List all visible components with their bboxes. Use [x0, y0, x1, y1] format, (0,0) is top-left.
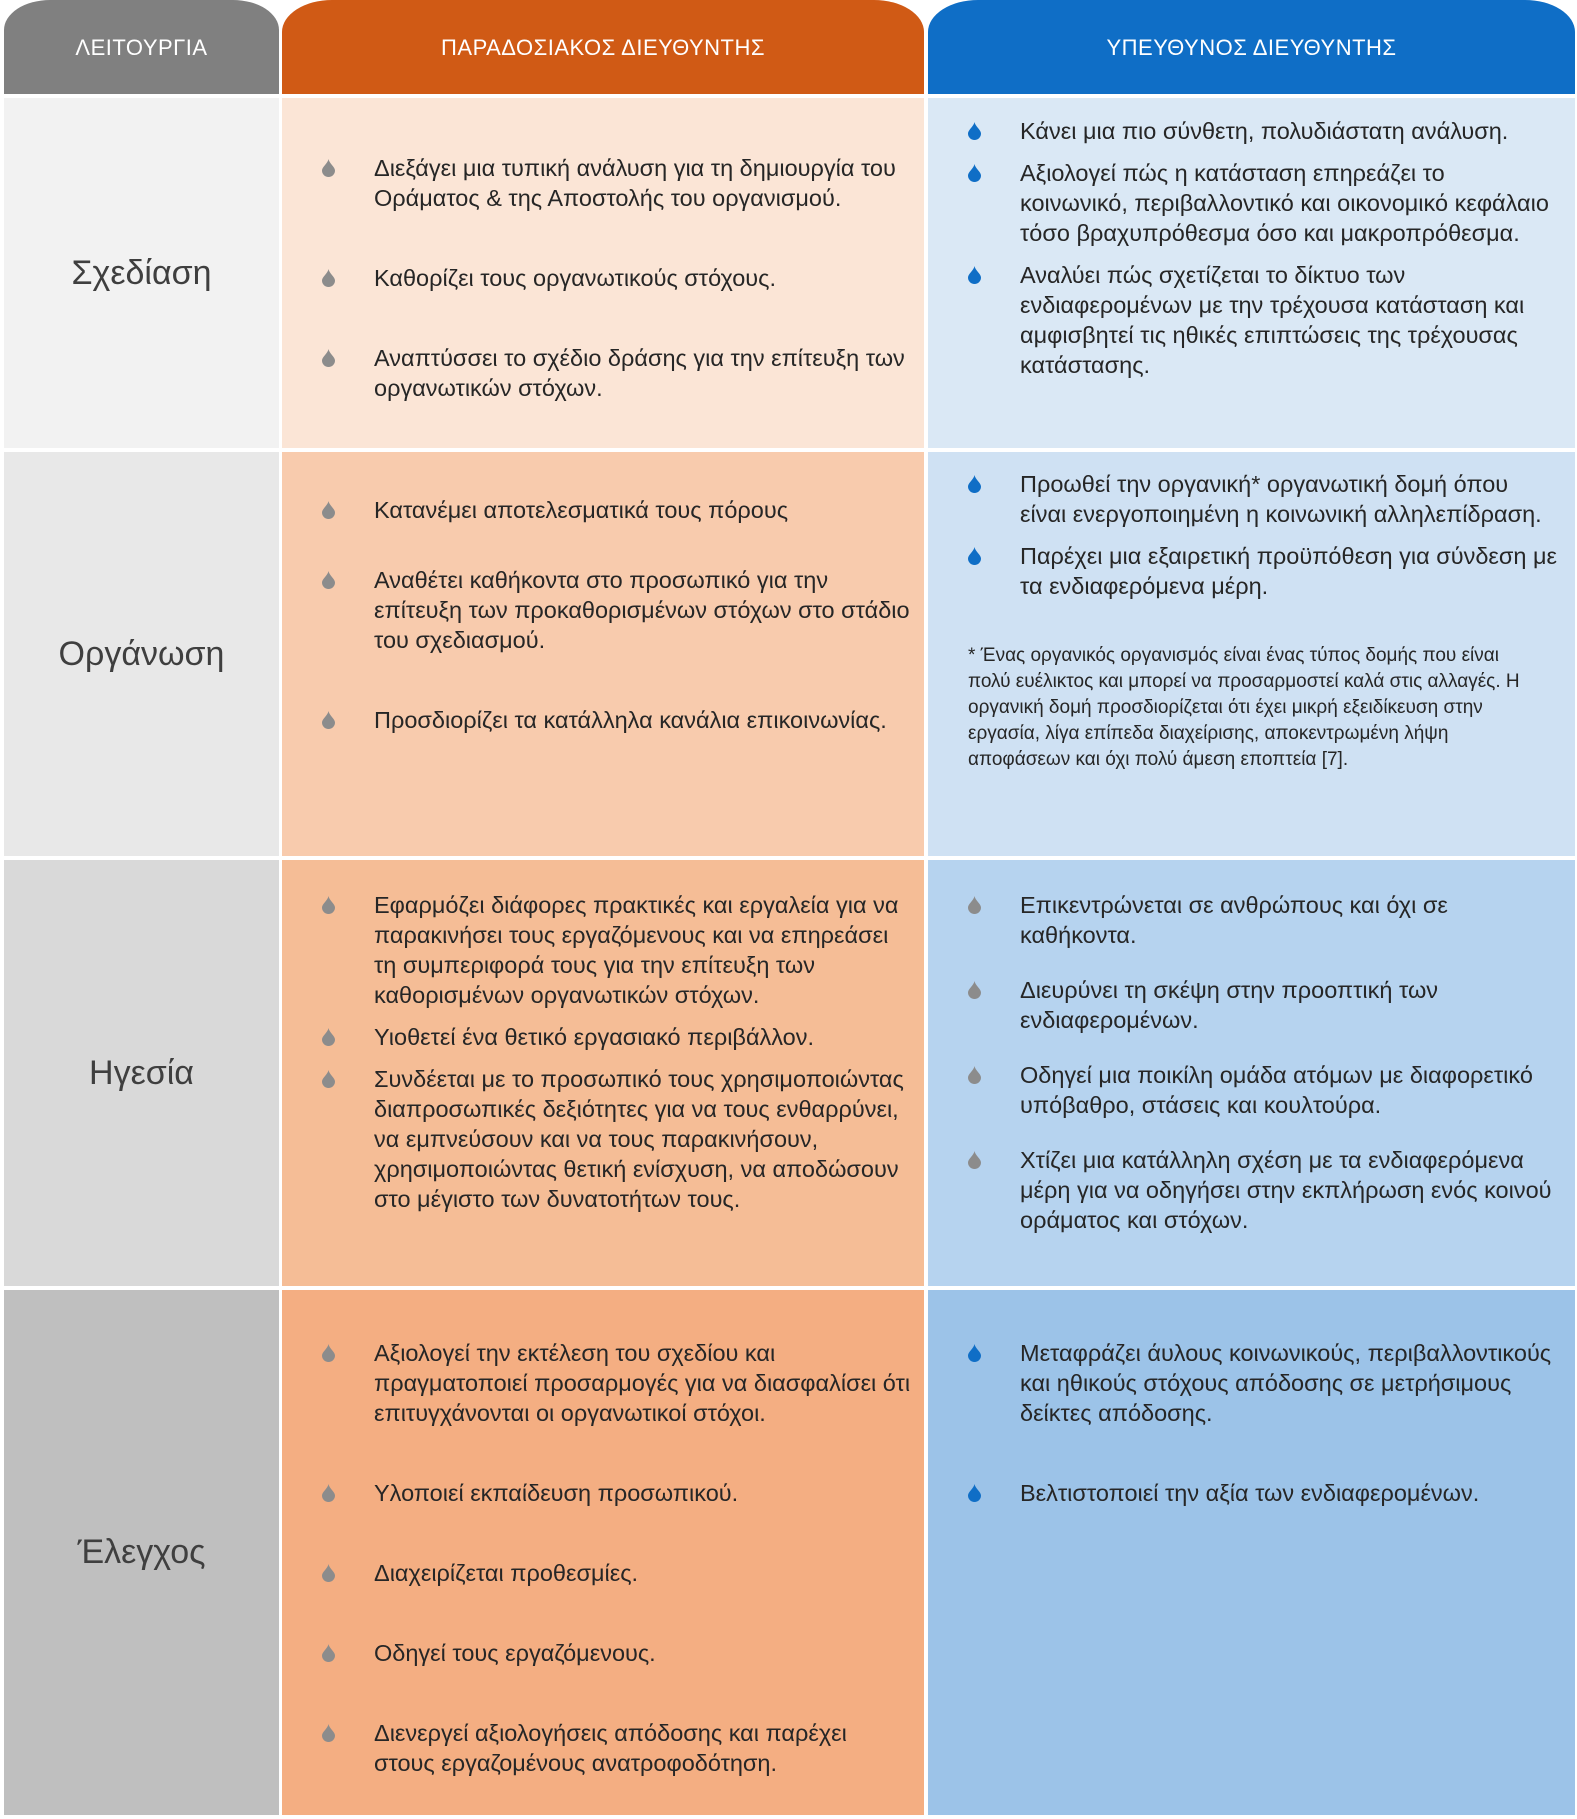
function-cell-organizing [4, 452, 279, 856]
function-label: Οργάνωση [58, 634, 225, 673]
header-traditional-manager [282, 0, 924, 94]
list-item: Μεταφράζει άυλους κοινωνικούς, περιβαλλοντικούς και ηθικούς στόχους απόδοσης σε μετρήσιμους δείκτες απόδοσης. [968, 1338, 1557, 1428]
responsible-cell-planning [928, 98, 1575, 448]
blue-drop-bullet-icon [968, 1344, 990, 1364]
traditional-cell-leading [282, 860, 924, 1286]
list-item: Παρέχει μια εξαιρετική προϋπόθεση για σύνδεση με τα ενδιαφερόμενα μέρη. [968, 541, 1557, 601]
blue-drop-bullet-icon [968, 164, 990, 184]
responsible-cell-leading [928, 860, 1575, 1286]
function-label: Έλεγχος [77, 1533, 206, 1571]
list-item: Αξιολογεί πώς η κατάσταση επηρεάζει το κοινωνικό, περιβαλλοντικό και οικονομικό κεφάλαιο τόσο βραχυπρόθεσμα όσο και μακροπρόθεσμα. [968, 158, 1557, 248]
list-item: Διαχειρίζεται προθεσμίες. [322, 1558, 912, 1588]
function-cell-planning [4, 98, 279, 448]
gray-drop-bullet-icon [322, 1028, 344, 1048]
header-traditional-label: ΠΑΡΑΔΟΣΙΑΚΟΣ ΔΙΕΥΘΥΝΤΗΣ [441, 35, 765, 60]
gray-drop-bullet-icon [968, 1151, 990, 1171]
list-item: Καθορίζει τους οργανωτικούς στόχους. [322, 263, 912, 293]
gray-drop-bullet-icon [322, 571, 344, 591]
list-item: Διεξάγει μια τυπική ανάλυση για τη δημιουργία του Οράματος & της Αποστολής του οργανισμού. [322, 153, 912, 213]
responsible-cell-controlling [928, 1290, 1575, 1815]
list-item: Προσδιορίζει τα κατάλληλα κανάλια επικοινωνίας. [322, 705, 912, 735]
footnote: * Ένας οργανικός οργανισμός είναι ένας τύπος δομής που είναι πολύ ευέλικτος και μπορεί να προσαρμοστεί καλά στις αλλαγές. Η οργανική δομή προσδιορίζεται ότι έχει μικρή εξειδίκευση στην εργασία, λίγα επίπεδα διαχείρισης, αποκεντρωμένη λήψη αποφάσεων και όχι πολύ άμεση εποπτεία [7]. [968, 645, 1520, 770]
gray-drop-bullet-icon [322, 1724, 344, 1744]
function-cell-controlling [4, 1290, 279, 1815]
function-label: Ηγεσία [89, 1053, 194, 1092]
function-label: Σχεδίαση [71, 253, 212, 292]
gray-drop-bullet-icon [968, 896, 990, 916]
gray-drop-bullet-icon [322, 159, 344, 179]
gray-drop-bullet-icon [322, 711, 344, 731]
list-item: Κατανέμει αποτελεσματικά τους πόρους [322, 495, 912, 525]
list-item: Προωθεί την οργανική* οργανωτική δομή όπου είναι ενεργοποιημένη η κοινωνική αλληλεπίδραση. [968, 469, 1557, 529]
header-function-label: ΛΕΙΤΟΥΡΓΙΑ [75, 35, 208, 60]
gray-drop-bullet-icon [322, 1564, 344, 1584]
gray-drop-bullet-icon [322, 269, 344, 289]
list-item: Οδηγεί τους εργαζόμενους. [322, 1638, 912, 1668]
list-item: Διευρύνει τη σκέψη στην προοπτική των ενδιαφερομένων. [968, 975, 1557, 1035]
blue-drop-bullet-icon [968, 475, 990, 495]
gray-drop-bullet-icon [322, 1344, 344, 1364]
list-item: Επικεντρώνεται σε ανθρώπους και όχι σε καθήκοντα. [968, 890, 1557, 950]
list-item: Βελτιστοποιεί την αξία των ενδιαφερομένων. [968, 1478, 1557, 1508]
blue-drop-bullet-icon [968, 1484, 990, 1504]
list-item: Οδηγεί μια ποικίλη ομάδα ατόμων με διαφορετικό υπόβαθρο, στάσεις και κουλτούρα. [968, 1060, 1557, 1120]
responsible-cell-organizing [928, 452, 1575, 856]
gray-drop-bullet-icon [322, 1070, 344, 1090]
blue-drop-bullet-icon [968, 122, 990, 142]
blue-drop-bullet-icon [968, 266, 990, 286]
header-responsible-label: ΥΠΕΥΘΥΝΟΣ ΔΙΕΥΘΥΝΤΗΣ [1106, 35, 1397, 60]
list-item: Υλοποιεί εκπαίδευση προσωπικού. [322, 1478, 912, 1508]
traditional-cell-planning [282, 98, 924, 448]
header-function [4, 0, 279, 94]
list-item: Αναλύει πώς σχετίζεται το δίκτυο των ενδιαφερομένων με την τρέχουσα κατάσταση και αμφισβητεί τις ηθικές επιπτώσεις της τρέχουσας κατάστασης. [968, 260, 1557, 380]
gray-drop-bullet-icon [968, 981, 990, 1001]
list-item: Αναθέτει καθήκοντα στο προσωπικό για την επίτευξη των προκαθορισμένων στόχων στο στάδιο του σχεδιασμού. [322, 565, 912, 655]
gray-drop-bullet-icon [322, 349, 344, 369]
list-item: Κάνει μια πιο σύνθετη, πολυδιάστατη ανάλυση. [968, 116, 1557, 146]
gray-drop-bullet-icon [322, 896, 344, 916]
list-item: Υιοθετεί ένα θετικό εργασιακό περιβάλλον. [322, 1022, 912, 1052]
list-item: Εφαρμόζει διάφορες πρακτικές και εργαλεία για να παρακινήσει τους εργαζόμενους και να επηρεάσει τη συμπεριφορά τους για την επίτευξη των καθορισμένων οργανωτικών στόχων. [322, 890, 912, 1010]
gray-drop-bullet-icon [322, 501, 344, 521]
gray-drop-bullet-icon [322, 1484, 344, 1504]
header-responsible-manager [928, 0, 1575, 94]
traditional-cell-controlling [282, 1290, 924, 1815]
traditional-cell-organizing [282, 452, 924, 856]
list-item: Διενεργεί αξιολογήσεις απόδοσης και παρέχει στους εργαζομένους ανατροφοδότηση. [322, 1718, 912, 1778]
blue-drop-bullet-icon [968, 547, 990, 567]
list-item: Χτίζει μια κατάλληλη σχέση με τα ενδιαφερόμενα μέρη για να οδηγήσει στην εκπλήρωση ενός κοινού οράματος και στόχων. [968, 1145, 1557, 1235]
list-item: Συνδέεται με το προσωπικό τους χρησιμοποιώντας διαπροσωπικές δεξιότητες για να τους ενθαρρύνει, να εμπνεύσουν και να τους παρακινήσουν, χρησιμοποιώντας θετική ενίσχυση, να αποδώσουν στο μέγιστο των δυνατοτήτων τους. [322, 1064, 912, 1214]
gray-drop-bullet-icon [322, 1644, 344, 1664]
list-item: Αξιολογεί την εκτέλεση του σχεδίου και πραγματοποιεί προσαρμογές για να διασφαλίσει ότι επιτυγχάνονται οι οργανωτικοί στόχοι. [322, 1338, 912, 1428]
function-cell-leading [4, 860, 279, 1286]
list-item: Αναπτύσσει το σχέδιο δράσης για την επίτευξη των οργανωτικών στόχων. [322, 343, 912, 403]
gray-drop-bullet-icon [968, 1066, 990, 1086]
